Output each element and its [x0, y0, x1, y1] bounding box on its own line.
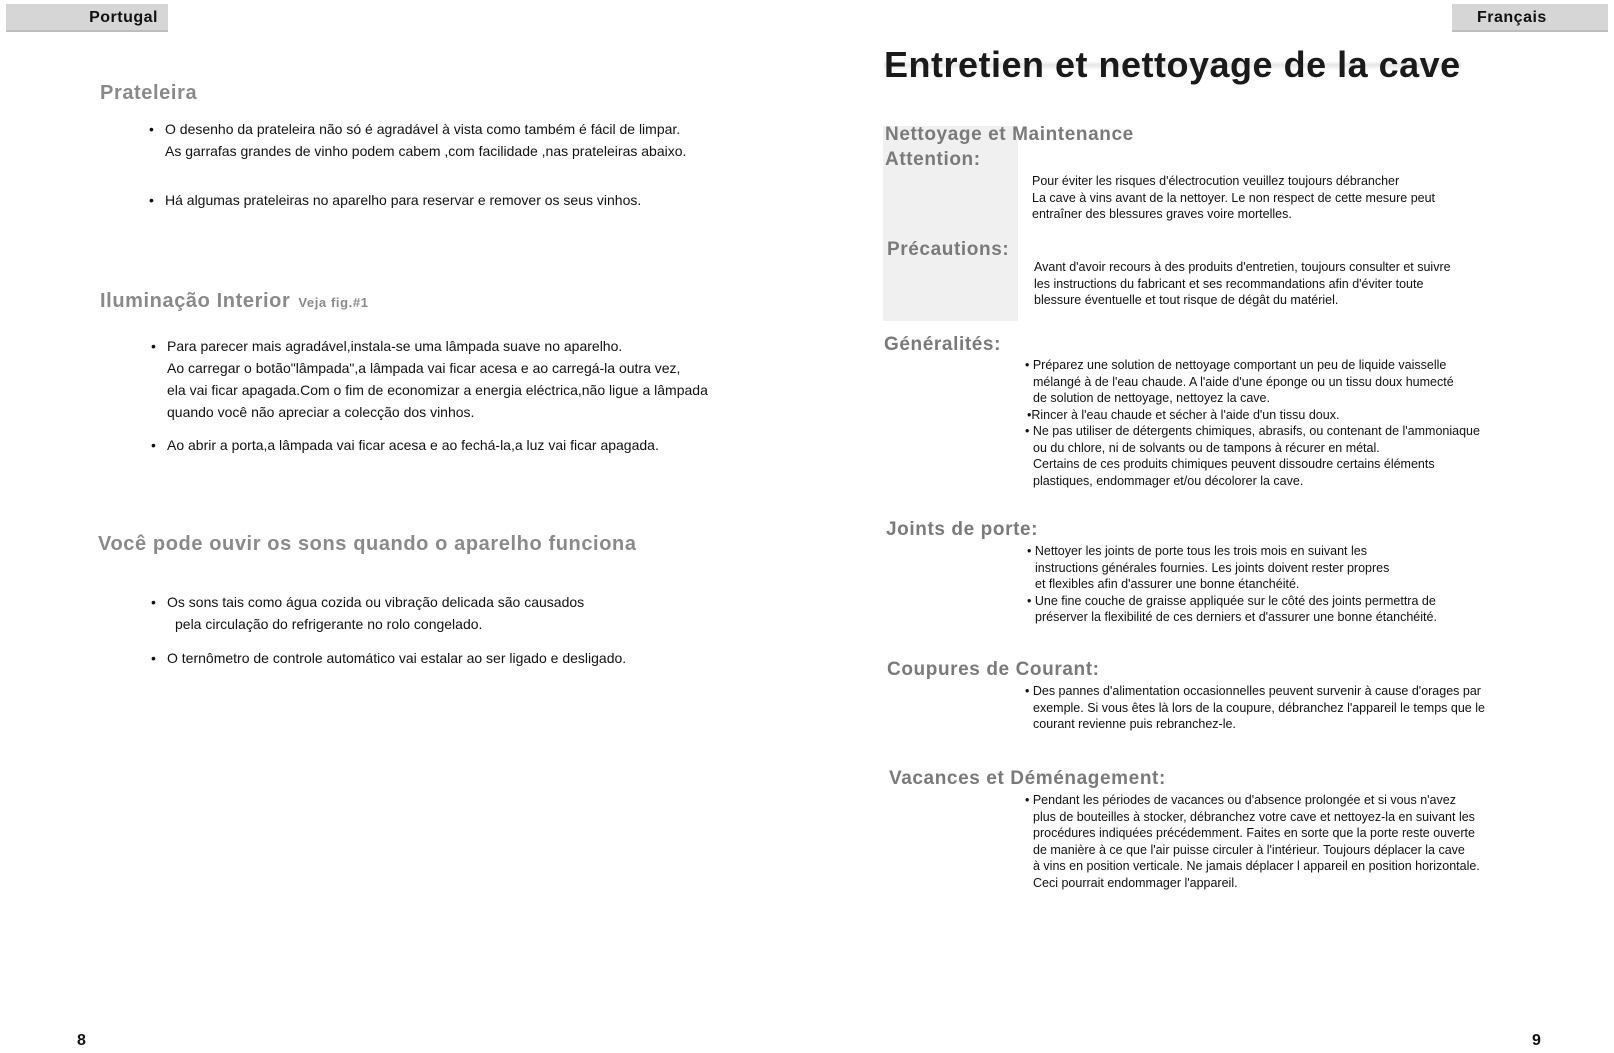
bullet-icon: • [151, 594, 156, 610]
text-line: • Pendant les périodes de vacances ou d'absence prolongée et si vous n'avez [1025, 793, 1456, 807]
text-line: • Ne pas utiliser de détergents chimiques, abrasifs, ou contenant de l'ammoniaque [1025, 424, 1480, 438]
general-text [1025, 357, 1480, 489]
text-line: les instructions du fabricant et ses recommandations afin d'éviter toute [1034, 276, 1424, 291]
see-figure-reference: Veja fig.#1 [298, 295, 369, 310]
text-line: ou du chlore, ni de solvants ou de tampons à récurer en métal. [1033, 440, 1380, 455]
sounds-bullet-2 [151, 647, 627, 669]
precautions-text [1034, 259, 1451, 309]
text-line: •Rincer à l'eau chaude et sécher à l'aide d'un tissu doux. [1027, 407, 1340, 422]
page-number-right: 9 [1532, 1032, 1541, 1049]
sounds-heading: Você pode ouvir os sons quando o aparelho funciona [98, 533, 637, 555]
text-line: de solution de nettoyage, nettoyez la cave. [1033, 391, 1270, 405]
text-line: Para parecer mais agradável,instala-se uma lâmpada suave no aparelho. [167, 338, 623, 354]
language-tab-portugal: Portugal [6, 4, 168, 32]
attention-heading: Attention: [885, 149, 981, 170]
language-tab-francais: Français [1452, 4, 1608, 32]
page-title: Entretien et nettoyage de la cave [884, 44, 1461, 85]
text-line: Há algumas prateleiras no aparelho para reservar e remover os seus vinhos. [165, 192, 642, 208]
text-line: Os sons tais como água cozida ou vibração delicada são causados [167, 594, 585, 610]
text-line: procédures indiquées précédemment. Faites en sorte que la porte reste ouverte [1033, 826, 1475, 840]
lighting-bullet-2 [151, 434, 659, 456]
text-line: plastiques, endommager et/ou décolorer la cave. [1033, 473, 1304, 488]
lighting-bullet-1 [151, 335, 708, 423]
text-line: pela circulação do refrigerante no rolo congelado. [175, 616, 483, 632]
text-line: ela vai ficar apagada.Com o fim de economizar a energia eléctrica,não ligue a lâmpada [167, 382, 708, 398]
maintenance-heading: Nettoyage et Maintenance [885, 124, 1134, 145]
shelf-bullet-1 [149, 118, 687, 162]
shelf-bullet-2 [149, 189, 642, 211]
text-line: Ceci pourrait endommager l'appareil. [1033, 875, 1238, 890]
power-outage-text [1025, 683, 1485, 733]
shelf-heading: Prateleira [100, 82, 198, 104]
attention-text [1032, 173, 1435, 223]
text-line: à vins en position verticale. Ne jamais déplacer l appareil en position horizontale. [1033, 859, 1480, 873]
text-line: plus de bouteilles à stocker, débranchez votre cave et nettoyez-la en suivant les [1033, 809, 1475, 824]
sounds-bullet-1 [151, 591, 585, 635]
text-line: Ao carregar o botão"lâmpada",a lâmpada vai ficar acesa e ao carregá-la outra vez, [167, 360, 681, 376]
text-line: • Des pannes d'alimentation occasionnelles peuvent survenir à cause d'orages par [1025, 684, 1481, 698]
vacation-heading: Vacances et Déménagement: [889, 768, 1166, 789]
precautions-heading: Précautions: [887, 239, 1010, 260]
lighting-title: Iluminação Interior [100, 290, 291, 312]
text-line: • Préparez une solution de nettoyage comportant un peu de liquide vaisselle [1025, 358, 1447, 372]
text-line: et flexibles afin d'assurer une bonne étanchéité. [1035, 577, 1300, 591]
bullet-icon: • [151, 437, 156, 453]
door-seals-text [1027, 543, 1437, 626]
text-line: Avant d'avoir recours à des produits d'entretien, toujours consulter et suivre [1034, 260, 1451, 274]
text-line: instructions générales fournies. Les joints doivent rester propres [1035, 560, 1390, 575]
bullet-icon: • [149, 192, 154, 208]
text-line: O ternômetro de controle automático vai estalar ao ser ligado e desligado. [167, 650, 627, 666]
left-page [0, 0, 800, 1053]
text-line: Pour éviter les risques d'électrocution veuillez toujours débrancher [1032, 174, 1400, 188]
text-line: exemple. Si vous êtes là lors de la coupure, débranchez l'appareil le temps que le [1033, 700, 1485, 715]
bullet-icon: • [151, 338, 156, 354]
text-line: préserver la flexibilité de ces derniers et d'assurer une bonne étanchéité. [1035, 610, 1437, 624]
text-line: quando você não apreciar a colecção dos vinhos. [167, 404, 475, 420]
bullet-icon: • [149, 121, 154, 137]
bullet-icon: • [151, 650, 156, 666]
text-line: Ao abrir a porta,a lâmpada vai ficar acesa e ao fechá-la,a luz vai ficar apagada. [167, 437, 659, 453]
text-line: entraîner des blessures graves voire mortelles. [1032, 207, 1292, 221]
text-line: • Nettoyer les joints de porte tous les trois mois en suivant les [1027, 544, 1367, 558]
door-seals-heading: Joints de porte: [886, 519, 1039, 540]
text-line: de manière à ce que l'air puisse circuler à l'intérieur. Toujours déplacer la cave [1033, 842, 1465, 857]
text-line: Certains de ces produits chimiques peuvent dissoudre certains éléments [1033, 457, 1435, 471]
text-line: courant revienne puis rebranchez-le. [1033, 717, 1236, 731]
text-line: As garrafas grandes de vinho podem cabem ,com facilidade ,nas prateleiras abaixo. [165, 143, 687, 159]
general-heading: Généralités: [884, 334, 1002, 355]
vacation-text [1025, 792, 1480, 891]
power-outage-heading: Coupures de Courant: [887, 659, 1100, 680]
text-line: blessure éventuelle et tout risque de dégât du matériel. [1034, 293, 1339, 307]
page-number-left: 8 [77, 1032, 86, 1049]
text-line: O desenho da prateleira não só é agradável à vista como também é fácil de limpar. [165, 121, 681, 137]
lighting-heading [100, 290, 369, 313]
text-line: • Une fine couche de graisse appliquée sur le côté des joints permettra de [1027, 593, 1436, 608]
text-line: mélangé à de l'eau chaude. A l'aide d'une éponge ou un tissu doux humecté [1033, 374, 1454, 389]
text-line: La cave à vins avant de la nettoyer. Le non respect de cette mesure peut [1032, 190, 1436, 205]
